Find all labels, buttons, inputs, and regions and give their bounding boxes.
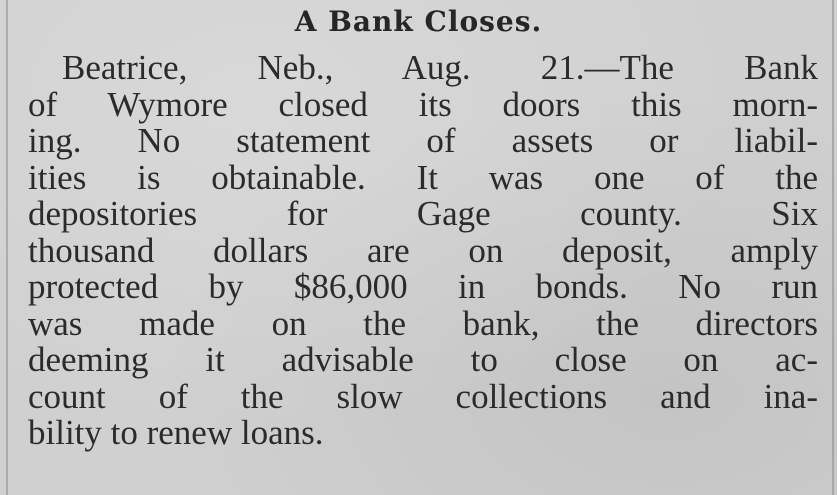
- article-line: count of the slow collections and ina-: [28, 376, 818, 416]
- article-line: was made on the bank, the directors: [28, 303, 818, 343]
- column-rule-left: [6, 0, 8, 495]
- article-line: thousand dollars are on deposit, amply: [28, 230, 818, 270]
- article-headline: A Bank Closes.: [294, 5, 543, 38]
- article-line: Beatrice, Neb., Aug. 21.—The Bank: [62, 48, 818, 87]
- article-line: bility to renew loans.: [28, 413, 324, 452]
- article-line: deeming it advisable to close on ac-: [28, 340, 818, 379]
- article-line: protected by $86,000 in bonds. No run: [28, 267, 818, 306]
- article-body: [28, 50, 818, 452]
- column-rule-right: [832, 0, 834, 495]
- article-line: depositories for Gage county. Six: [28, 194, 818, 233]
- article-line: of Wymore closed its doors this morn-: [28, 84, 818, 124]
- article-line: ing. No statement of assets or liabil-: [28, 121, 818, 160]
- article-line: ities is obtainable. It was one of the: [28, 157, 818, 197]
